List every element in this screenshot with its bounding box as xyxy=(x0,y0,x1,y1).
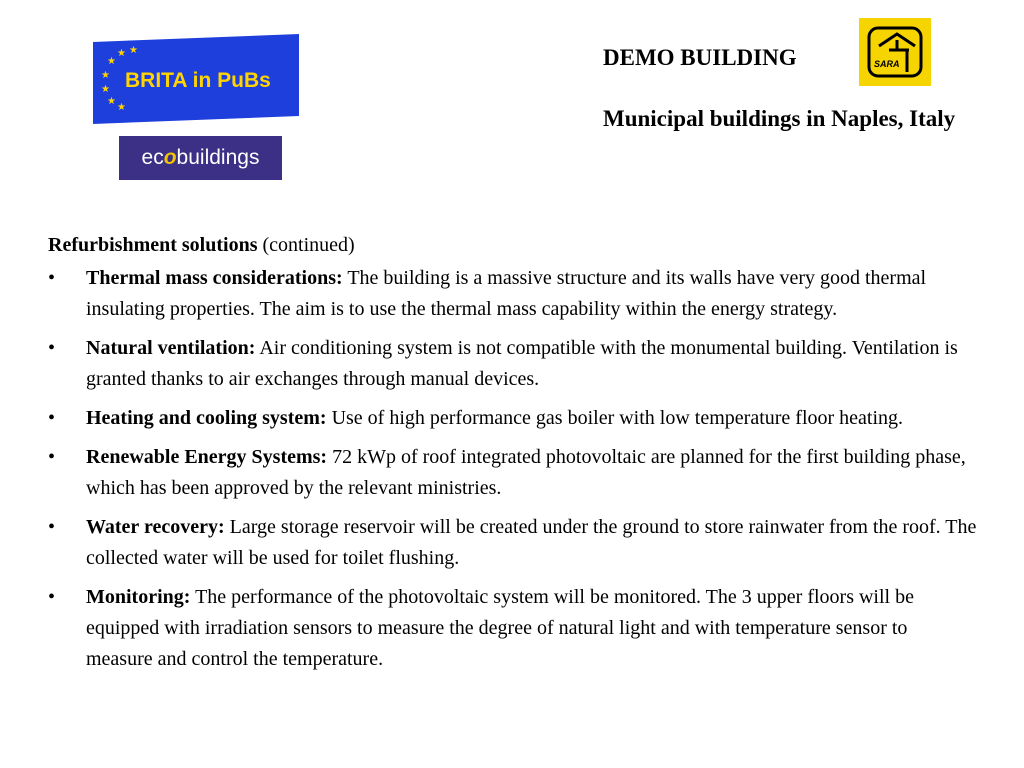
slide-subtitle: Municipal buildings in Naples, Italy xyxy=(603,106,956,131)
bullet-text: Air conditioning system is not compatible with the monumental building. Ventilation is granted thanks to air exchanges through manual devices. xyxy=(86,337,958,390)
sara-logo xyxy=(859,18,931,86)
refurbishment-bullet-list xyxy=(48,263,978,675)
bullet-mark: • xyxy=(48,586,56,608)
bullet-mark: • xyxy=(48,267,56,289)
bullet-text: 72 kWp of roof integrated photovoltaic are planned for the first building phase, which has been approved by the relevant ministries. xyxy=(86,446,966,499)
bullet-mark: • xyxy=(48,446,56,468)
eco-logo-suffix: buildings xyxy=(176,146,260,169)
bullet-text: The building is a massive structure and its walls have very good thermal insulating properties. The aim is to use the thermal mass capability within the energy strategy. xyxy=(86,267,927,320)
bullet-label: Natural ventilation: xyxy=(86,337,256,359)
slide-content xyxy=(48,230,978,683)
bullet-label: Monitoring: xyxy=(86,586,191,608)
bullet-text: Use of high performance gas boiler with low temperature floor heating. xyxy=(331,407,904,429)
svg-text:★: ★ xyxy=(101,84,110,95)
bullet-label: Thermal mass considerations: xyxy=(86,267,343,289)
section-heading-label: Refurbishment solutions xyxy=(48,234,258,256)
bullet-item-heating-cooling xyxy=(48,403,978,434)
svg-text:★: ★ xyxy=(107,56,116,67)
bullet-mark: • xyxy=(48,407,56,429)
bullet-item-water-recovery xyxy=(48,512,978,574)
brita-logo-text: BRITA in PuBs xyxy=(125,69,271,92)
ecobuildings-logo xyxy=(119,136,282,180)
bullet-item-natural-ventilation xyxy=(48,333,978,395)
bullet-text: The performance of the photovoltaic system will be monitored. The 3 upper floors will be equipped with irradiation sensors to measure the degree of natural light and with temperature sensor to measure and control the temperature. xyxy=(86,586,914,670)
bullet-label: Heating and cooling system: xyxy=(86,407,327,429)
bullet-item-thermal-mass xyxy=(48,263,978,325)
eco-logo-o: o xyxy=(163,146,177,169)
bullet-label: Water recovery: xyxy=(86,516,225,538)
bullet-text: Large storage reservoir will be created under the ground to store rainwater from the roof. The collected water will be used for toilet flushing. xyxy=(86,516,977,569)
svg-text:★: ★ xyxy=(101,70,110,81)
svg-text:★: ★ xyxy=(107,96,116,107)
slide-title: DEMO BUILDING xyxy=(603,45,797,70)
bullet-item-renewable-energy xyxy=(48,442,978,504)
svg-text:★: ★ xyxy=(117,48,126,59)
bullet-mark: • xyxy=(48,337,56,359)
section-heading-note: (continued) xyxy=(262,234,355,256)
svg-text:★: ★ xyxy=(117,102,126,113)
section-heading xyxy=(48,230,978,261)
sara-logo-text: SARA xyxy=(874,59,900,69)
eco-logo-prefix: ec xyxy=(141,146,164,169)
brita-in-pubs-logo xyxy=(93,34,299,124)
bullet-label: Renewable Energy Systems: xyxy=(86,446,328,468)
bullet-item-monitoring xyxy=(48,582,978,675)
bullet-mark: • xyxy=(48,516,56,538)
svg-text:★: ★ xyxy=(129,45,138,56)
